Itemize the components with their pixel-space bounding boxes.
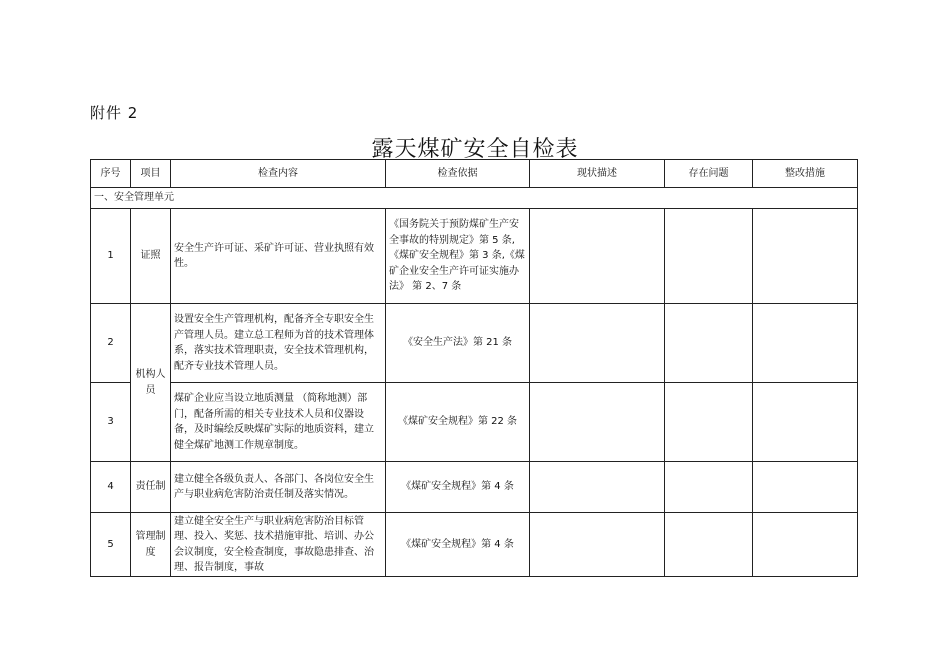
row-problem-cell[interactable] (665, 383, 753, 462)
row-content: 建立健全各级负责人、各部门、各岗位安全生产与职业病危害防治责任制及落实情况。 (171, 462, 386, 513)
header-measure: 整改措施 (753, 160, 858, 188)
row-status-cell[interactable] (530, 462, 665, 513)
row-no: 1 (91, 209, 131, 304)
row-item: 管理制度 (131, 513, 171, 577)
row-no: 5 (91, 513, 131, 577)
row-measure-cell[interactable] (753, 383, 858, 462)
section-title: 一、安全管理单元 (91, 188, 858, 209)
row-problem-cell[interactable] (665, 304, 753, 383)
table-row (91, 513, 858, 577)
page-title: 露天煤矿安全自检表 (371, 137, 579, 162)
table-row (91, 209, 858, 304)
row-status-cell[interactable] (530, 209, 665, 304)
row-problem-cell[interactable] (665, 462, 753, 513)
row-content: 设置安全生产管理机构，配备齐全专职安全生产管理人员。建立总工程师为首的技术管理体系，落实技术管理职责，安全技术管理机构，配齐专业技术管理人员。 (171, 304, 386, 383)
row-measure-cell[interactable] (753, 304, 858, 383)
row-no: 4 (91, 462, 131, 513)
row-status-cell[interactable] (530, 304, 665, 383)
row-problem-cell[interactable] (665, 209, 753, 304)
self-check-table (90, 159, 858, 577)
row-basis: 《煤矿安全规程》第 4 条 (386, 462, 530, 513)
table-row (91, 462, 858, 513)
header-row (91, 160, 858, 188)
section-row (91, 188, 858, 209)
row-status-cell[interactable] (530, 513, 665, 577)
header-no: 序号 (91, 160, 131, 188)
row-measure-cell[interactable] (753, 462, 858, 513)
row-content: 建立健全安全生产与职业病危害防治目标管理、投入、奖惩、技术措施审批、培训、办公会议制度，安全检查制度，事故隐患排查、治理、报告制度，事故 (171, 513, 386, 577)
attachment-label: 附件 2 (90, 104, 139, 122)
header-status: 现状描述 (530, 160, 665, 188)
row-basis: 《煤矿安全规程》第 22 条 (386, 383, 530, 462)
header-content: 检查内容 (171, 160, 386, 188)
row-status-cell[interactable] (530, 383, 665, 462)
header-basis: 检查依据 (386, 160, 530, 188)
row-no: 2 (91, 304, 131, 383)
row-basis: 《煤矿安全规程》第 4 条 (386, 513, 530, 577)
header-item: 项目 (131, 160, 171, 188)
row-item: 证照 (131, 209, 171, 304)
row-basis: 《安全生产法》第 21 条 (386, 304, 530, 383)
row-content: 安全生产许可证、采矿许可证、营业执照有效性。 (171, 209, 386, 304)
row-item: 机构人员 (131, 304, 171, 462)
header-problem: 存在问题 (665, 160, 753, 188)
row-measure-cell[interactable] (753, 513, 858, 577)
table-row (91, 383, 858, 462)
table-row (91, 304, 858, 383)
row-basis: 《国务院关于预防煤矿生产安全事故的特别规定》第 5 条,《煤矿安全规程》第 3 条,《煤矿企业安全生产许可证实施办法》 第 2、7 条 (386, 209, 530, 304)
row-content: 煤矿企业应当设立地质测量 （简称地测）部门，配备所需的相关专业技术人员和仪器设备，及时编绘反映煤矿实际的地质资料，建立健全煤矿地测工作规章制度。 (171, 383, 386, 462)
row-problem-cell[interactable] (665, 513, 753, 577)
row-measure-cell[interactable] (753, 209, 858, 304)
row-item: 责任制 (131, 462, 171, 513)
row-no: 3 (91, 383, 131, 462)
